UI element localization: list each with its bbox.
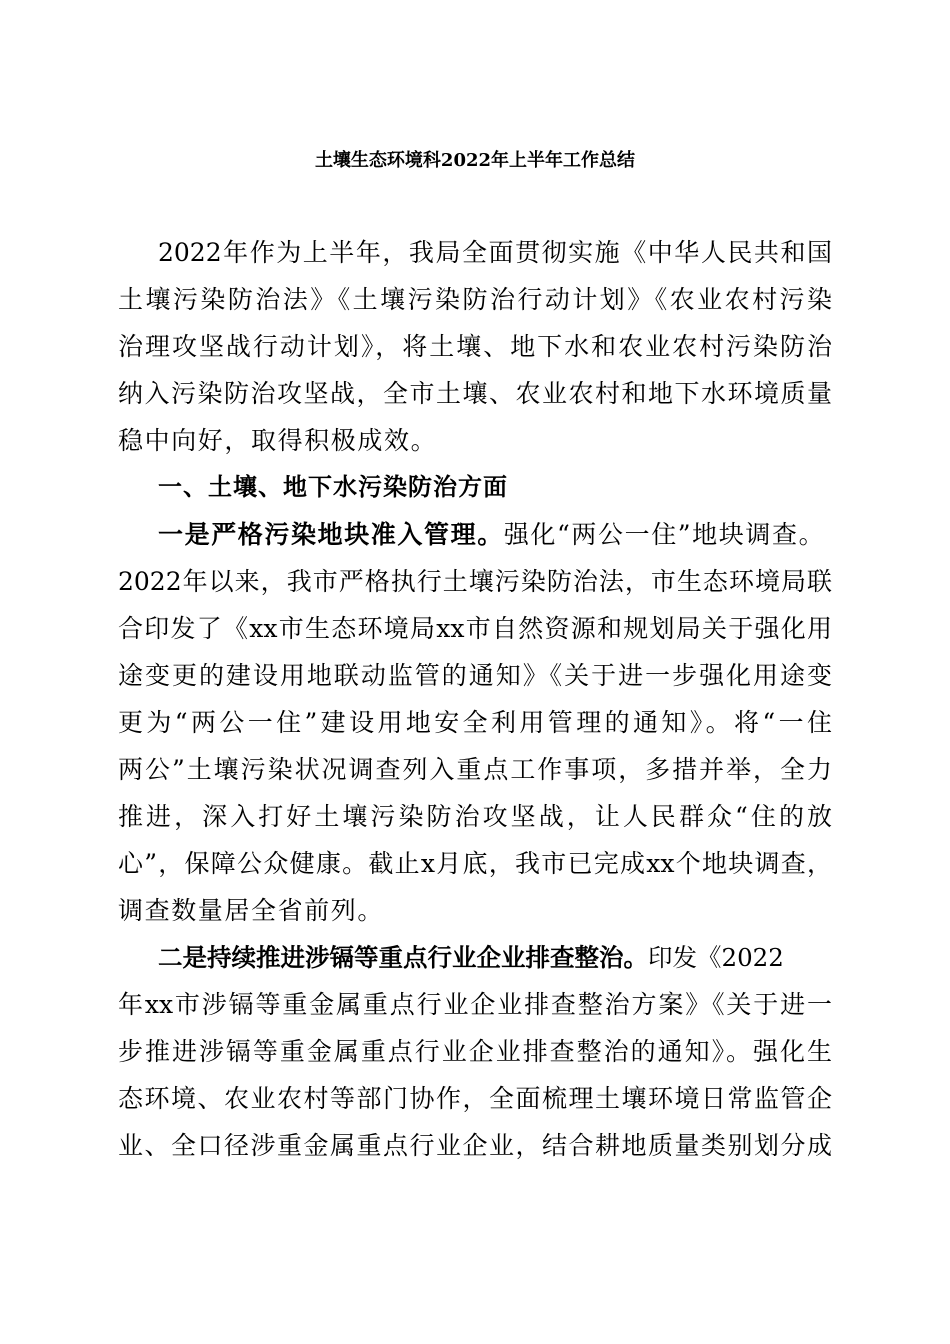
paragraph-line: 稳中向好，取得积极成效。 [118,426,438,455]
paragraph-line: 治理攻坚战行动计划》，将土壤、地下水和农业农村污染防治 [118,332,832,361]
paragraph-line: 纳入污染防治攻坚战，全市土壤、农业农村和地下水环境质量 [118,379,832,408]
paragraph-line: 业、全口径涉重金属重点行业企业，结合耕地质量类别划分成 [118,1131,832,1160]
paragraph-lead-rest: 强化“两公一住”地块调查。 [503,520,826,549]
paragraph-line: 两公”土壤污染状况调查列入重点工作事项，多措并举，全力 [118,755,832,784]
paragraph-line [118,934,832,981]
paragraph-line: 年xx市涉镉等重金属重点行业企业排查整治方案》《关于进一 [118,990,832,1019]
paragraph-line: 更为“两公一住”建设用地安全利用管理的通知》。将“一住 [118,708,832,737]
paragraph-line: 态环境、农业农村等部门协作，全面梳理土壤环境日常监管企 [118,1084,832,1113]
paragraph-line [118,511,832,558]
document-title: 土壤生态环境科2022年上半年工作总结 [314,150,636,171]
paragraph-line: 合印发了《xx市生态环境局xx市自然资源和规划局关于强化用 [118,614,832,643]
paragraph-line: 推进，深入打好土壤污染防治攻坚战，让人民群众“住的放 [118,802,832,831]
paragraph-lead: 二是持续推进涉镉等重点行业企业排查整治。 [158,943,648,972]
section-heading: 一、土壤、地下水污染防治方面 [158,473,508,501]
paragraph-line: 2022年作为上半年，我局全面贯彻实施《中华人民共和国 [158,238,832,267]
paragraph-line: 心”，保障公众健康。截止x月底，我市已完成xx个地块调查， [118,849,832,878]
paragraph-line: 途变更的建设用地联动监管的通知》《关于进一步强化用途变 [118,661,832,690]
paragraph-line: 调查数量居全省前列。 [118,896,385,925]
paragraph-lead: 一是严格污染地块准入管理。 [158,520,504,549]
paragraph-line: 2022年以来，我市严格执行土壤污染防治法，市生态环境局联 [118,567,832,596]
paragraph-lead-rest: 印发《2022 [648,943,784,972]
paragraph-line: 步推进涉镉等重金属重点行业企业排查整治的通知》。强化生 [118,1037,832,1066]
paragraph-line: 土壤污染防治法》《土壤污染防治行动计划》《农业农村污染 [118,285,832,314]
document-body [118,229,832,1169]
